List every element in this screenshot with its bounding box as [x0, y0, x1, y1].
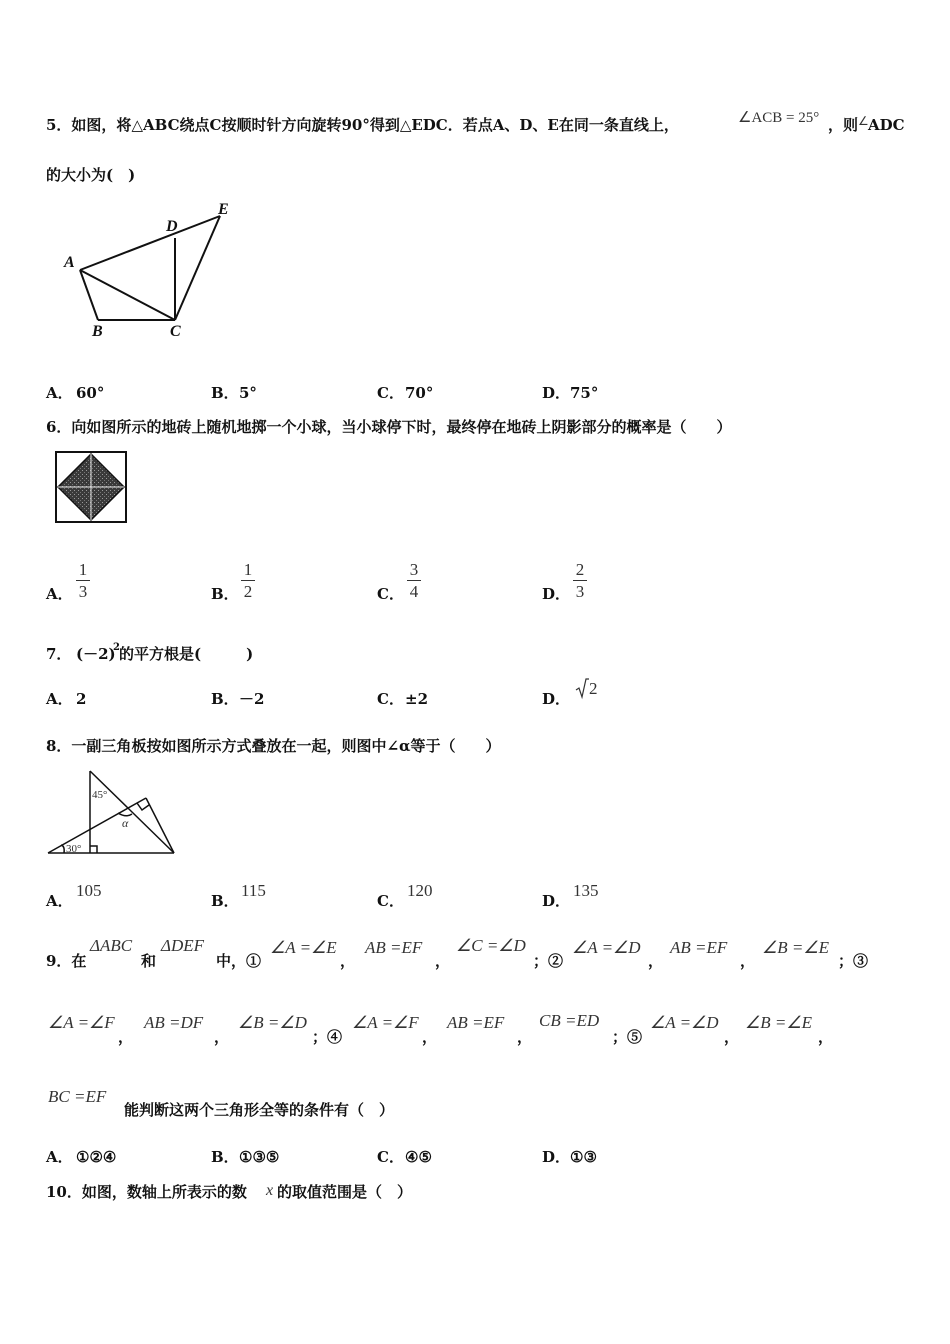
q6-option-d-den: 3	[575, 582, 585, 601]
q8-label-45: 45°	[92, 789, 108, 801]
q8-label-alpha: α	[122, 816, 129, 830]
q7-option-d-letter: D．	[542, 690, 571, 708]
q7-option-d-value: 2	[589, 679, 598, 698]
q8-option-a-value: 105	[76, 881, 102, 900]
q9-option-a-value: ①②④	[76, 1148, 117, 1166]
q6-tile-figure	[54, 450, 130, 526]
q5-option-a-letter: A．	[46, 384, 73, 402]
q9-prefix: 9．在	[46, 952, 87, 970]
q9-c3-1: ∠A =∠F	[48, 1013, 115, 1032]
q9-option-b-value: ①③⑤	[239, 1148, 280, 1166]
q9-c3-2: AB =DF	[144, 1013, 204, 1032]
q7-option-a-letter: A．	[46, 690, 73, 708]
q8-label-30: 30°	[66, 843, 82, 855]
q9-comma: ，	[214, 1028, 230, 1046]
q9-c4-3: CB =ED	[539, 1011, 600, 1030]
q9-c5-1: ∠A =∠D	[650, 1013, 719, 1032]
q9-c4-2: AB =EF	[447, 1013, 505, 1032]
q9-triangle-abc: ΔABC	[90, 936, 133, 955]
q9-comma: ，	[818, 1028, 834, 1046]
q8-option-d-value: 135	[573, 881, 599, 900]
q6-option-c-fraction	[407, 560, 421, 601]
q9-option-d-value: ①③	[570, 1148, 597, 1166]
q9-option-a-letter: A．	[46, 1148, 73, 1166]
q6-option-b-fraction	[241, 560, 255, 601]
q9-option-b-letter: B．	[211, 1148, 239, 1166]
q8-option-b-value: 115	[241, 881, 266, 900]
q5-option-a-value: 60°	[76, 384, 105, 402]
q8-option-c-letter: C．	[377, 892, 404, 910]
q5-text-adc: ADC	[868, 116, 905, 134]
q9-comma: ，	[118, 1028, 134, 1046]
q9-comma: ，	[435, 952, 451, 970]
q9-sep-3: ；③	[838, 952, 869, 970]
q5-angle-math: ∠ACB = 25°	[738, 110, 820, 126]
q6-option-d-fraction	[573, 560, 587, 601]
q9-option-c-value: ④⑤	[405, 1148, 432, 1166]
q10-text: 10．如图，数轴上所表示的数	[46, 1183, 247, 1201]
q9-c2-1: ∠A =∠D	[572, 938, 641, 957]
q9-comma: ，	[740, 952, 756, 970]
q9-c2-2: AB =EF	[670, 938, 728, 957]
q6-option-d-num: 2	[573, 560, 587, 581]
q5-figure	[60, 200, 260, 345]
q6-option-b-letter: B．	[211, 585, 239, 603]
q7-option-b-value: －2	[239, 690, 265, 708]
q6-option-a-num: 1	[76, 560, 90, 581]
q9-comma: ，	[517, 1028, 533, 1046]
q5-option-d-value: 75°	[570, 384, 599, 402]
q5-text: 5．如图，将△ABC绕点C按顺时针方向旋转90°得到△EDC．若点A、D、E在同一条直线上，	[46, 116, 679, 134]
q9-c5-3: BC =EF	[48, 1087, 107, 1106]
sqrt-icon	[575, 677, 589, 699]
q7-number: 7．	[46, 645, 72, 663]
q6-option-d-letter: D．	[542, 585, 571, 603]
q9-c1-1: ∠A =∠E	[270, 938, 337, 957]
q6-option-b-num: 1	[241, 560, 255, 581]
q9-mid: 中，①	[216, 952, 262, 970]
q8-option-d-letter: D．	[542, 892, 571, 910]
q7-text: 的平方根是( )	[119, 645, 254, 663]
q9-sep-4: ；④	[312, 1028, 343, 1046]
q9-c5-2: ∠B =∠E	[745, 1013, 812, 1032]
q8-text: 8．一副三角板按如图所示方式叠放在一起，则图中∠α等于（ ）	[46, 737, 501, 755]
q5-label-e: E	[218, 201, 229, 218]
q9-comma: ，	[648, 952, 664, 970]
q5-angle-symbol: ∠	[858, 114, 869, 128]
q5-label-c: C	[170, 323, 181, 340]
q6-option-a-fraction	[76, 560, 90, 601]
q9-comma: ，	[724, 1028, 740, 1046]
q5-option-c-value: 70°	[405, 384, 434, 402]
q9-c4-1: ∠A =∠F	[352, 1013, 419, 1032]
q9-option-d-letter: D．	[542, 1148, 571, 1166]
q6-text: 6．向如图所示的地砖上随机地掷一个小球，当小球停下时，最终停在地砖上阴影部分的概率是（ ）	[46, 418, 732, 436]
q5-option-c-letter: C．	[377, 384, 404, 402]
q5-label-d: D	[166, 218, 178, 235]
q9-sep-2: ；②	[533, 952, 564, 970]
q9-c2-3: ∠B =∠E	[762, 938, 829, 957]
q7-option-b-letter: B．	[211, 690, 239, 708]
q7-option-a-value: 2	[76, 690, 87, 708]
q8-option-a-letter: A．	[46, 892, 73, 910]
q6-option-b-den: 2	[243, 582, 253, 601]
q9-c3-3: ∠B =∠D	[238, 1013, 307, 1032]
q9-c1-2: AB =EF	[365, 938, 423, 957]
q5-option-b-letter: B．	[211, 384, 239, 402]
q5-text-line2: 的大小为( )	[46, 166, 136, 184]
q9-comma: ，	[422, 1028, 438, 1046]
q5-label-b: B	[92, 323, 103, 340]
q6-option-c-den: 4	[409, 582, 419, 601]
q5-text-then: ，则	[828, 116, 859, 134]
q5-label-a: A	[64, 254, 75, 271]
q9-triangle-def: ΔDEF	[161, 936, 205, 955]
q10-text-tail: 的取值范围是（ ）	[277, 1183, 413, 1201]
q5-option-b-value: 5°	[239, 384, 257, 402]
q7-expression: (－2)	[76, 645, 116, 663]
q9-c1-3: ∠C =∠D	[456, 936, 526, 955]
q8-option-b-letter: B．	[211, 892, 239, 910]
q9-sep-5: ；⑤	[612, 1028, 643, 1046]
q9-comma: ，	[340, 952, 356, 970]
q6-option-c-num: 3	[407, 560, 421, 581]
q5-option-d-letter: D．	[542, 384, 571, 402]
q7-exponent: 2	[113, 642, 120, 653]
q6-option-a-letter: A．	[46, 585, 73, 603]
q6-option-c-letter: C．	[377, 585, 404, 603]
q7-option-c-letter: C．	[377, 690, 404, 708]
q6-option-a-den: 3	[78, 582, 88, 601]
q9-tail: 能判断这两个三角形全等的条件有（ ）	[124, 1101, 395, 1119]
q9-and: 和	[141, 952, 157, 970]
q7-option-c-value: ±2	[405, 690, 429, 708]
q9-option-c-letter: C．	[377, 1148, 404, 1166]
q8-option-c-value: 120	[407, 881, 433, 900]
q10-variable: x	[266, 1182, 274, 1199]
